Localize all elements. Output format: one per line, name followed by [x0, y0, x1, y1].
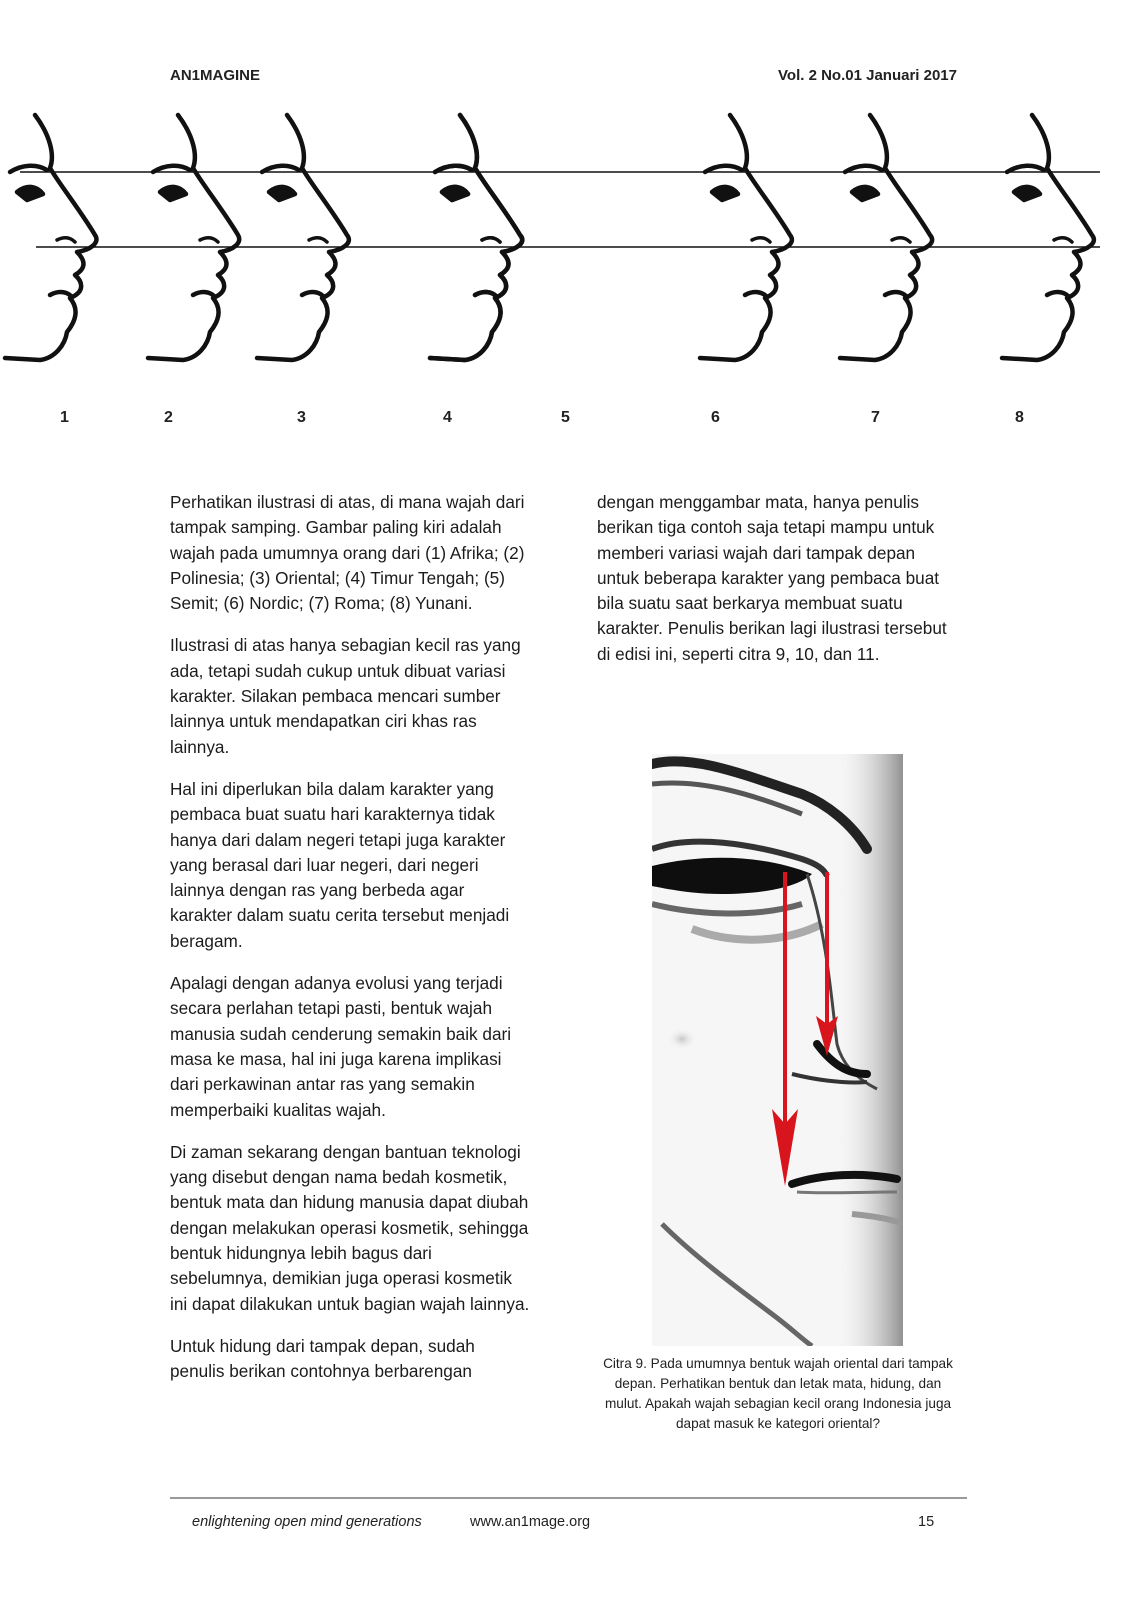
nostril — [892, 238, 910, 242]
right-text-column — [597, 490, 957, 684]
mouth — [1047, 292, 1068, 296]
eyebrow — [262, 166, 299, 172]
left-text-column — [170, 490, 530, 1402]
eye — [1014, 187, 1040, 200]
face-profiles-illustration — [0, 100, 1127, 390]
profile-number-4: 4 — [443, 409, 452, 426]
paragraph: Untuk hidung dari tampak depan, sudah penulis berikan contohnya berbarengan — [170, 1335, 475, 1382]
profile-outline — [1002, 115, 1094, 360]
nostril — [482, 238, 500, 242]
issue-info: Vol. 2 No.01 Januari 2017 — [778, 67, 957, 84]
face-profile-5 — [430, 115, 522, 360]
profile-number-2: 2 — [164, 409, 173, 426]
face-profile-2 — [148, 115, 239, 360]
eyebrow — [845, 166, 882, 172]
profile-number-7: 7 — [871, 409, 880, 426]
profile-number-8: 8 — [1015, 409, 1024, 426]
eye — [442, 187, 468, 200]
mouth — [885, 292, 906, 296]
mouth — [50, 292, 71, 296]
profile-outline — [148, 115, 239, 360]
profile-outline — [700, 115, 792, 360]
eyebrow — [1007, 166, 1044, 172]
paragraph: Ilustrasi di atas hanya sebagian kecil ras yang ada, tetapi sudah cukup untuk dibuat variasi karakter. Silakan pembaca mencari sumber lainnya untuk mendapatkan ciri khas ras lainnya. — [170, 635, 521, 757]
eye — [160, 187, 186, 200]
eye — [269, 187, 295, 200]
mouth — [302, 292, 323, 296]
eye — [712, 187, 738, 200]
profile-outline — [5, 115, 96, 360]
face-profile-3 — [257, 115, 349, 360]
paragraph: Perhatikan ilustrasi di atas, di mana wajah dari tampak samping. Gambar paling kiri adalah wajah pada umumnya orang dari (1) Afrika; (2) Polinesia; (3) Oriental; (4) Timur Tengah; (5) Semit; (6) Nordic; (7) Roma; (8) Yunani. — [170, 492, 525, 614]
nostril — [200, 238, 218, 242]
mouth — [745, 292, 766, 296]
profile-number-5: 5 — [561, 409, 570, 426]
eyebrow — [705, 166, 742, 172]
mouth — [193, 292, 214, 296]
footer-tagline: enlightening open mind generations — [192, 1514, 422, 1530]
face-profile-6 — [700, 115, 792, 360]
profile-outline — [257, 115, 349, 360]
eyebrow — [10, 166, 47, 172]
profile-number-1: 1 — [60, 409, 69, 426]
oriental-face-front-view-figure — [652, 754, 903, 1346]
profile-outline — [840, 115, 932, 360]
nostril — [1054, 238, 1072, 242]
face-profile-7 — [840, 115, 932, 360]
paragraph: Hal ini diperlukan bila dalam karakter yang pembaca buat suatu hari karakternya tidak hanya dari dalam negeri tetapi juga karakter yang berasal dari luar negeri, dari negeri lainnya dengan ras yang berbeda agar karakter dalam suatu cerita tersebut menjadi beragam. — [170, 778, 510, 951]
page-number: 15 — [918, 1514, 935, 1530]
mouth — [475, 292, 496, 296]
nostril — [752, 238, 770, 242]
figure-caption: Citra 9. Pada umumnya bentuk wajah oriental dari tampak depan. Perhatikan bentuk dan letak mata, hidung, dan mulut. Apakah wajah sebagian kecil orang Indonesia juga dapat masuk ke kategori oriental? — [603, 1356, 953, 1431]
journal-name: AN1MAGINE — [170, 67, 261, 84]
eye — [17, 187, 43, 200]
face-profile-8 — [1002, 115, 1094, 360]
paragraph: Apalagi dengan adanya evolusi yang terjadi secara perlahan tetapi pasti, bentuk wajah manusia sudah cenderung semakin baik dari masa ke masa, hal ini juga karena implikasi dari perkawinan antar ras yang semakin memperbaiki kualitas wajah. — [170, 973, 512, 1120]
eyebrow — [435, 166, 472, 172]
eyebrow — [153, 166, 190, 172]
face-profile-1 — [5, 115, 96, 360]
paragraph: dengan menggambar mata, hanya penulis berikan tiga contoh saja tetapi mampu untuk memberi variasi wajah dari tampak depan untuk beberapa karakter yang pembaca buat bila suatu saat berkarya membuat suatu karakter. Penulis berikan lagi ilustrasi tersebut di edisi ini, seperti citra 9, 10, dan 11. — [597, 492, 947, 664]
nostril — [57, 238, 75, 242]
nostril — [309, 238, 327, 242]
eye — [852, 187, 878, 200]
profile-number-3: 3 — [297, 409, 306, 426]
paragraph: Di zaman sekarang dengan bantuan teknologi yang disebut dengan nama bedah kosmetik, bentuk mata dan hidung manusia dapat diubah dengan melakukan operasi kosmetik, sehingga bentuk hidungnya lebih bagus dari sebelumnya, demikian juga operasi kosmetik ini dapat dilakukan untuk bagian wajah lainnya. — [170, 1141, 530, 1314]
footer-url[interactable]: www.an1mage.org — [470, 1514, 591, 1530]
profile-outline — [430, 115, 522, 360]
footer-divider — [170, 1497, 967, 1499]
profile-number-6: 6 — [711, 409, 720, 426]
